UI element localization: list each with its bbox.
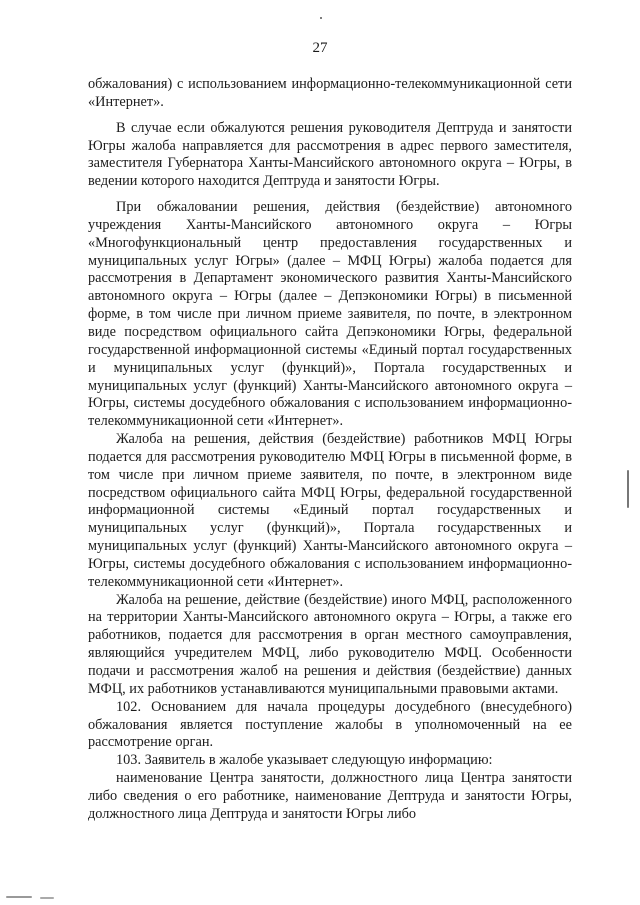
page-number: 27 [312,40,328,56]
scan-speck [627,470,629,508]
document-body [88,76,572,824]
paragraph-mfc-workers-complaint: Жалоба на решения, действия (бездействие) работников МФЦ Югры подается для рассмотрения руководителю МФЦ Югры в письменной форме, в том числе при личном приеме заявителя, по почте, в электронном виде посредством официального сайта МФЦ Югры, федеральной государственной информационной системы «Единый портал государственных и муниципальных услуг (функций)», Портала государственных и муниципальных услуг (функций) Ханты-Мансийского автономного округа – Югры, системы досудебного обжалования с использованием информационно-телекоммуникационной сети «Интернет». [88,431,572,590]
scan-speck [40,897,54,899]
paragraph-head-complaint: В случае если обжалуются решения руководителя Дептруда и занятости Югры жалоба направляется для рассмотрения в адрес первого заместителя, заместителя Губернатора Ханты-Мансийского автономного округа – Югры, в ведении которого находится Дептруда и занятости Югры. [88,119,572,190]
paragraph-continuation: обжалования) с использованием информационно-телекоммуникационной сети «Интернет». [88,76,572,110]
paragraph-102-grounds: 102. Основанием для начала процедуры досудебного (внесудебного) обжалования является поступление жалобы в уполномоченный на ее рассмотрение орган. [88,698,572,751]
scan-speck [320,17,322,19]
paragraph-103-applicant-info: 103. Заявитель в жалобе указывает следующую информацию: [116,752,493,769]
scan-speck [6,896,32,898]
paragraph-employment-center-name: наименование Центра занятости, должностного лица Центра занятости либо сведения о его работнике, наименование Дептруда и занятости Югры, должностного лица Дептруда и занятости Югры либо [88,770,572,822]
paragraph-mfc-yugra-appeal: При обжаловании решения, действия (бездействие) автономного учреждения Ханты-Мансийского автономного округа – Югры «Многофункциональный центр предоставления государственных и муниципальных услуг Югры» (далее – МФЦ Югры) жалоба подается для рассмотрения в Департамент экономического развития Ханты-Мансийского автономного округа – Югры (далее – Депэкономики Югры) в письменной форме, в том числе при личном приеме заявителя, по почте, в электронном виде посредством официального сайта Депэкономики Югры, федеральной государственной информационной системы «Единый портал государственных и муниципальных услуг (функций)», Портала государственных и муниципальных услуг (функций) Ханты-Мансийского автономного округа – Югры, системы досудебного обжалования с использованием информационно-телекоммуникационной сети «Интернет». [88,199,572,430]
paragraph-other-mfc-complaint: Жалоба на решение, действие (бездействие) иного МФЦ, расположенного на территории Ханты-Мансийского автономного округа – Югры, а также его работников, подается для рассмотрения в орган местного самоуправления, являющийся учредителем МФЦ, либо руководителю МФЦ. Особенности подачи и рассмотрения жалоб на решения и действия (бездействие) данных МФЦ, их работников устанавливаются муниципальными правовыми актами. [88,591,572,697]
